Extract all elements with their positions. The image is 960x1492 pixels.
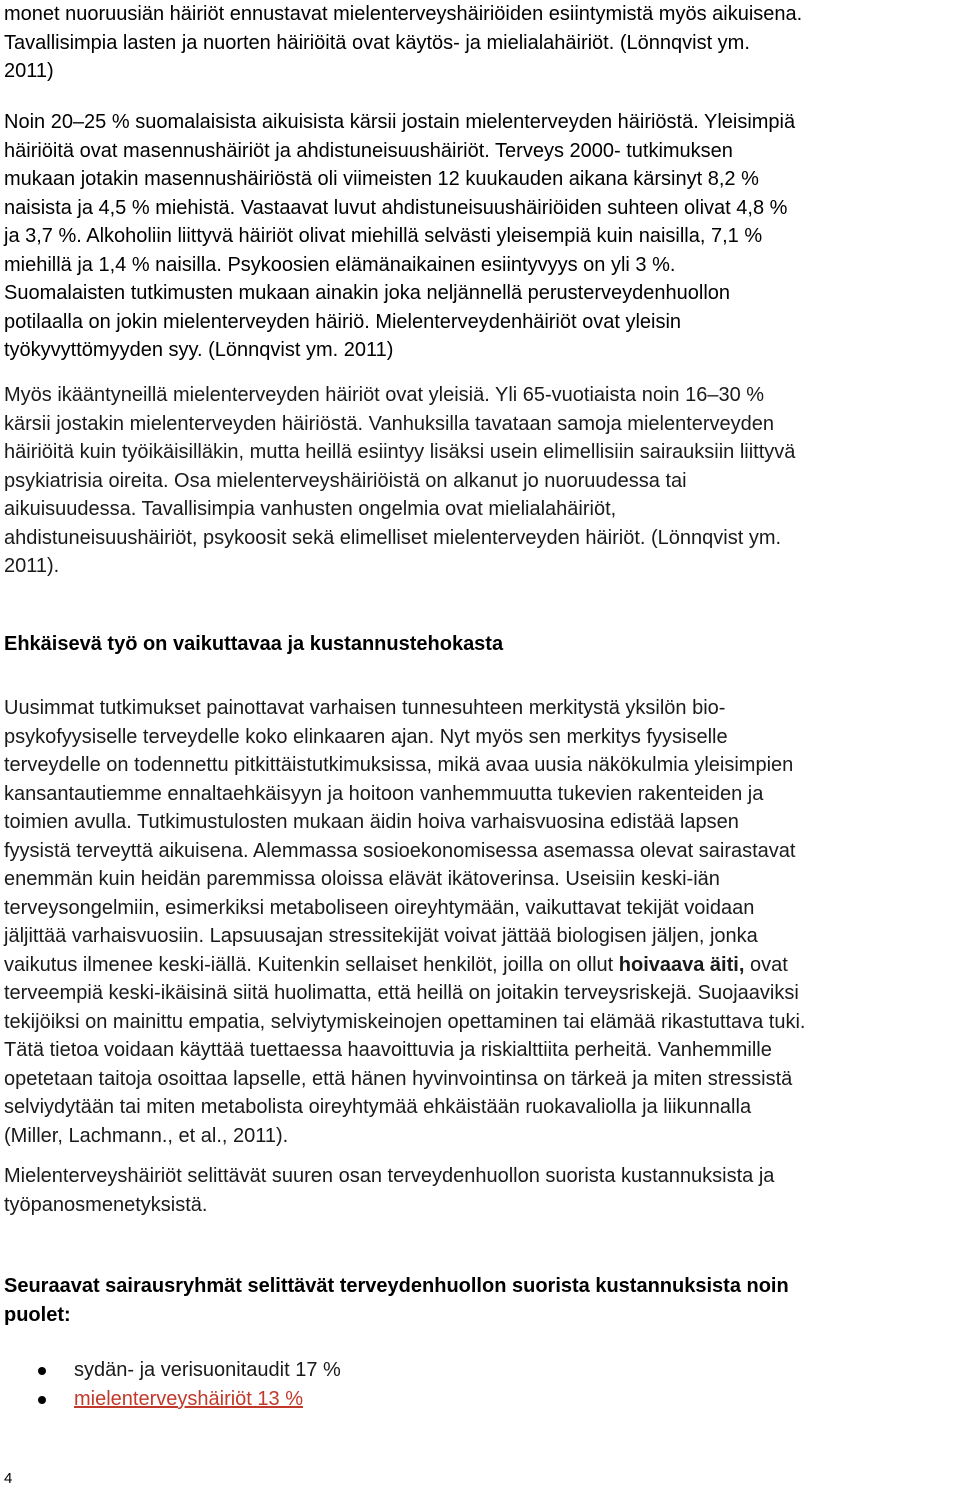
section-heading: Ehkäisevä työ on vaikuttavaa ja kustannustehokasta: [4, 633, 504, 655]
text-line: miehillä ja 1,4 % naisilla. Psykoosien elämänaikainen esiintyvyys on yli 3 %.: [4, 253, 676, 276]
list-item-text: sydän- ja verisuonitaudit 17 %: [74, 1359, 341, 1381]
text-line: opetetaan taitoja osoittaa lapselle, että hänen hyvinvointinsa on tärkeä ja miten stressistä: [4, 1067, 793, 1090]
text-line: jäljittää varhaisvuosiin. Lapsuusajan stressitekijät voivat jättää biologisen jäljen, jonka: [4, 925, 758, 947]
paragraph-elderly: [4, 381, 954, 581]
text-line: enemmän kuin heidän paremmissa oloissa elävät ikätoverinsa. Useisiin keski-iän: [4, 868, 720, 890]
text-line: Mielenterveyshäiriöt selittävät suuren osan terveydenhuollon suorista kustannuksista ja: [4, 1165, 775, 1187]
text-line: 2011).: [4, 555, 60, 577]
text-line: potilaalla on jokin mielenterveyden häiriö. Mielenterveydenhäiriöt ovat yleisin: [4, 310, 682, 333]
text-line: työpanosmenetyksistä.: [4, 1193, 208, 1216]
text-line: tekijöiksi on mainittu empatia, selviytymiskeinojen opettaminen tai elämää rikastuttava tuki.: [4, 1010, 806, 1033]
paragraph-intro: [4, 0, 954, 86]
bullet-icon: [38, 1396, 46, 1404]
bullet-list: [38, 1356, 341, 1414]
text-line: ahdistuneisuushäiriöt, psykoosit sekä elimelliset mielenterveyden häiriöt. (Lönnqvist ym.: [4, 526, 782, 549]
list-item-link[interactable]: [38, 1385, 341, 1414]
text-line-with-emphasis: [4, 951, 954, 980]
list-item-link-text[interactable]: mielenterveyshäiriöt 13 %: [74, 1388, 303, 1410]
bullet-icon: [38, 1367, 46, 1375]
text-line: työkyvyttömyyden syy. (Lönnqvist ym. 2011): [4, 339, 394, 361]
text-line: aikuisuudessa. Tavallisimpia vanhusten ongelmia ovat mielialahäiriöt,: [4, 498, 617, 520]
text-line: selviydytään tai miten metabolista oireyhtymää ehkäistään ruokavaliolla ja liikunnalla: [4, 1096, 752, 1118]
text-line: ja 3,7 %. Alkoholiin liittyvä häiriöt olivat miehillä selvästi yleisempiä kuin naisilla, 7,1 %: [4, 225, 763, 247]
text-line: Tavallisimpia lasten ja nuorten häiriöitä ovat käytös- ja mielialahäiriöt. (Lönnqvist ym.: [4, 31, 750, 54]
text-line: monet nuoruusiän häiriöt ennustavat mielenterveyshäiriöiden esiintymistä myös aikuisena.: [4, 3, 803, 25]
text-line: Uusimmat tutkimukset painottavat varhaisen tunnesuhteen merkitystä yksilön bio-: [4, 697, 726, 719]
text-line: psykofyysiselle terveydelle koko elinkaaren ajan. Nyt myös sen merkitys fyysiselle: [4, 725, 728, 748]
text-line: kärsii jostakin mielenterveyden häiriöstä. Vanhuksilla tavataan samoja mielenterveyden: [4, 412, 775, 435]
list-item: [38, 1356, 341, 1385]
text-line: Suomalaisten tutkimusten mukaan ainakin joka neljännellä perusterveydenhuollon: [4, 282, 731, 304]
text-line: fyysistä terveyttä aikuisena. Alemmassa sosioekonomisessa asemassa olevat sairastavat: [4, 839, 796, 862]
paragraph-costs: [4, 1162, 954, 1219]
paragraph-adult-prevalence: [4, 108, 954, 365]
text-line: Noin 20‒25 % suomalaisista aikuisista kärsii jostain mielenterveyden häiriöstä. Yleisimpiä: [4, 111, 796, 133]
text-segment: vaikutus ilmenee keski-iällä. Kuitenkin sellaiset henkilöt, joilla on ollut: [4, 953, 614, 976]
text-line: puolet:: [4, 1303, 71, 1326]
text-segment: ovat: [744, 953, 788, 976]
text-line: terveydelle on todennettu pitkittäistutkimuksissa, mikä avaa uusia näkökulmia yleisimpien: [4, 754, 794, 776]
text-line: Myös ikääntyneillä mielenterveyden häiriöt ovat yleisiä. Yli 65-vuotiaista noin 16‒30 %: [4, 384, 765, 406]
text-line: häiriöitä kuin työikäisilläkin, mutta heillä esiintyy lisäksi usein elimellisiin sairauksiin liittyvä: [4, 441, 796, 463]
text-line: häiriöitä ovat masennushäiriöt ja ahdistuneisuushäiriöt. Terveys 2000- tutkimuksen: [4, 139, 733, 162]
page-number: 4: [4, 1470, 13, 1487]
paragraph-prevention: [4, 694, 954, 1150]
text-line: 2011): [4, 60, 54, 82]
text-line: psykiatrisia oireita. Osa mielenterveyshäiriöistä on alkanut jo nuoruudessa tai: [4, 469, 687, 492]
text-line: naisista ja 4,5 % miehistä. Vastaavat luvut ahdistuneisuushäiriöiden suhteen olivat 4,8 %: [4, 196, 788, 219]
bold-emphasis: hoivaava äiti,: [618, 953, 745, 976]
section-heading-cost-groups: [4, 1272, 954, 1329]
text-line: terveempiä keski-ikäisinä siitä huolimatta, että heillä on joitakin terveysriskejä. Suojaaviksi: [4, 982, 799, 1004]
text-line: toimien avulla. Tutkimustulosten mukaan äidin hoiva varhaisvuosina edistää lapsen: [4, 811, 739, 833]
text-line: mukaan jotakin masennushäiriöstä oli viimeisten 12 kuukauden aikana kärsinyt 8,2 %: [4, 168, 759, 190]
text-line: Seuraavat sairausryhmät selittävät terveydenhuollon suorista kustannuksista noin: [4, 1275, 789, 1297]
text-line: Tätä tietoa voidaan käyttää tuettaessa haavoittuvia ja riskialttiita perheitä. Vanhemmille: [4, 1039, 772, 1061]
text-line: kansantautiemme ennaltaehkäisyyn ja hoitoon vanhemmuutta tukevien rakenteiden ja: [4, 782, 764, 805]
text-line: (Miller, Lachmann., et al., 2011).: [4, 1124, 289, 1147]
text-line: terveysongelmiin, esimerkiksi metaboliseen oireyhtymään, vaikuttavat tekijät voidaan: [4, 896, 755, 919]
